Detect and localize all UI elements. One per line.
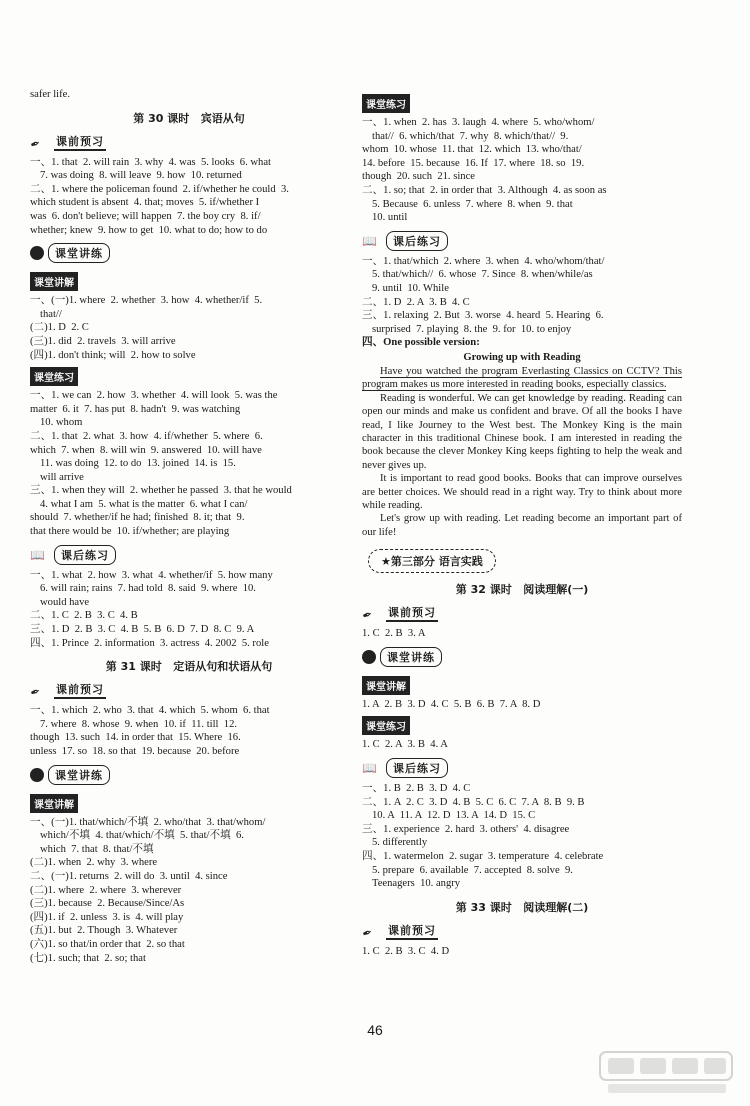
answer-line: 7. was doing 8. will leave 9. how 10. returned <box>40 170 242 182</box>
lesson-31-class-banner: 课堂讲练 <box>30 765 348 785</box>
lesson-30-title: 第 30 课时 宾语从句 <box>133 111 245 125</box>
answer-line: unless 17. so 18. so that 19. because 20. before <box>30 746 240 757</box>
answer-line: 二、1. where the policeman found 2. if/whether he could 3. <box>30 183 289 195</box>
lightbulb-icon <box>30 768 44 782</box>
answer-line: whether; knew 9. how to get 10. what to do; how to do <box>30 224 268 236</box>
answer-line: 6. will rain; rains 7. had told 8. said 9. where 10. <box>40 583 256 595</box>
essay-body <box>362 365 682 539</box>
left-column <box>30 88 348 965</box>
answer-line: 四、1. watermelon 2. sugar 3. temperature 4. celebrate <box>362 850 604 862</box>
open-book-icon: 📖 <box>30 547 45 562</box>
lesson-32-preview-banner: ✒ 课前预习 <box>362 603 682 623</box>
answer-line: 二、1. C 2. B 3. C 4. B <box>30 610 138 622</box>
lesson-30-explain-label: 课堂讲解 <box>30 272 78 291</box>
answer-line: 一、1. we can 2. how 3. whether 4. will look 5. was the <box>30 390 278 402</box>
answer-line: 10. A 11. A 12. D 13. A 14. D 15. C <box>372 810 536 822</box>
answer-line: 5. Because 6. unless 7. where 8. when 9. that <box>372 198 573 210</box>
answer-line: matter 6. it 7. has put 8. hadn't 9. was watching <box>30 403 241 415</box>
answer-line: though 20. such 21. since <box>362 171 475 183</box>
answer-line: 1. C 2. B 3. C 4. D <box>362 945 450 957</box>
part-three-badge: ★第三部分 语言实践 <box>368 549 496 573</box>
lesson-32-practice-label: 课堂练习 <box>362 716 410 735</box>
answer-line: 11. was doing 12. to do 13. joined 14. is 15. <box>40 458 236 470</box>
essay-paragraph: Reading is wonderful. We can get knowledge by reading. Reading can open our minds and make us confident and brave. Of all the books I have read, I like Journey to the West best. The Monkey King is the main character in this traditional Chinese book. I am interested in reading the book because the clever Monkey King keeps fighting to help the weak and never gives up. <box>362 392 682 471</box>
answer-line: whom 10. whose 11. that 12. which 13. who/that/ <box>362 144 582 156</box>
answer-line: (二)1. where 2. where 3. wherever <box>30 884 182 896</box>
answer-line: 9. until 10. While <box>372 282 449 294</box>
continuation-line: safer life. <box>30 89 70 100</box>
answer-line: 1. A 2. B 3. D 4. C 5. B 6. B 7. A 8. D <box>362 698 541 710</box>
answer-line: 一、1. that 2. will rain 3. why 4. was 5. looks 6. what <box>30 156 271 168</box>
answer-line: 10. until <box>372 212 408 224</box>
answer-line: 一、1. what 2. how 3. what 4. whether/if 5. how many <box>30 569 273 581</box>
answer-line: which 7. when 8. will win 9. answered 10. will have <box>30 444 262 456</box>
answer-line: that// 6. which/that 7. why 8. which/that// 9. <box>372 130 569 142</box>
lesson-33-preview-banner: ✒ 课前预习 <box>362 921 682 941</box>
answer-line: 5. prepare 6. available 7. accepted 8. solve 9. <box>372 864 573 876</box>
answer-line: (五)1. but 2. Though 3. Whatever <box>30 925 178 937</box>
essay-paragraph: Let's grow up with reading. Let reading become an important part of our life! <box>362 513 682 538</box>
answer-line: which/不填 4. that/which/不填 5. that/不填 6. <box>40 830 244 842</box>
answer-line: 一、(一)1. that/which/不填 2. who/that 3. that/whom/ <box>30 816 266 828</box>
answer-line: 二、(一)1. returns 2. will do 3. until 4. since <box>30 870 228 882</box>
lesson-30-preview-banner: ✒ 课前预习 <box>30 132 348 152</box>
answer-line: 5. that/which// 6. whose 7. Since 8. when/while/as <box>372 269 593 281</box>
answer-line: 一、1. when 2. has 3. laugh 4. where 5. who/whom/ <box>362 117 595 128</box>
answer-line: 5. differently <box>372 837 428 849</box>
lesson-31-explain-label: 课堂讲解 <box>30 794 78 813</box>
watermark-logo <box>598 1050 734 1096</box>
answer-line: 一、(一)1. where 2. whether 3. how 4. whether/if 5. <box>30 295 263 307</box>
pen-icon: ✒ <box>28 683 43 701</box>
lesson-32-explain-label: 课堂讲解 <box>362 676 410 695</box>
page-number: 46 <box>367 1022 383 1038</box>
answer-line: 四、One possible version: <box>362 337 480 349</box>
answer-line: 1. C 2. A 3. B 4. A <box>362 739 448 751</box>
answer-line: though 13. such 14. in order that 15. Where 16. <box>30 732 241 744</box>
lesson-32-after-banner: 📖 课后练习 <box>362 758 682 778</box>
answer-line: 一、1. B 2. B 3. D 4. C <box>362 782 471 794</box>
lesson-30-class-banner: 课堂讲练 <box>30 243 348 263</box>
lightbulb-icon <box>362 650 376 664</box>
lesson-30-practice-label: 课堂练习 <box>30 367 78 386</box>
answer-line: 三、1. D 2. B 3. C 4. B 5. B 6. D 7. D 8. C 9. A <box>30 624 255 636</box>
lesson-33-title: 第 33 课时 阅读理解(二) <box>455 900 589 914</box>
answer-line: (四)1. don't think; will 2. how to solve <box>30 349 196 361</box>
answer-line: 一、1. that/which 2. where 3. when 4. who/whom/that/ <box>362 255 605 267</box>
answer-line: 一、1. which 2. who 3. that 4. which 5. whom 6. that <box>30 705 270 717</box>
pen-icon: ✒ <box>28 135 43 152</box>
lesson-30-practice-answers <box>30 389 348 539</box>
lesson-30-after-answers <box>30 569 348 651</box>
answer-line: was 6. don't believe; will happen 7. the boy cry 8. if/ <box>30 210 261 222</box>
lesson-31-preview-answers <box>30 704 348 758</box>
answer-line: 10. whom <box>40 417 83 429</box>
answer-line: Teenagers 10. angry <box>372 878 461 890</box>
pen-icon: ✒ <box>360 924 375 942</box>
essay-paragraph: Have you watched the program Everlasting Classics on CCTV? This program makes us more interested in reading books, especially classics. <box>362 365 682 391</box>
lesson-32-title: 第 32 课时 阅读理解(一) <box>455 583 589 597</box>
answer-line: 二、1. D 2. A 3. B 4. C <box>362 296 470 308</box>
answer-line: 三、1. relaxing 2. But 3. worse 4. heard 5. Hearing 6. <box>362 310 604 322</box>
answer-line: (六)1. so that/in order that 2. so that <box>30 938 185 950</box>
lightbulb-icon <box>30 246 44 260</box>
answer-line: 二、1. A 2. C 3. D 4. B 5. C 6. C 7. A 8. B 9. B <box>362 796 585 808</box>
lesson-31-practice-label: 课堂练习 <box>362 94 410 113</box>
answer-line: (二)1. D 2. C <box>30 322 89 334</box>
lesson-31-explain-answers <box>30 816 348 966</box>
lesson-32-after-answers <box>362 782 682 891</box>
answer-line: 7. where 8. whose 9. when 10. if 11. till 12. <box>40 718 238 730</box>
answer-line: which 7. that 8. that/不填 <box>40 843 154 855</box>
right-column <box>362 94 682 958</box>
answer-line: will arrive <box>40 471 84 483</box>
answer-line: (三)1. because 2. Because/Since/As <box>30 898 185 910</box>
answer-line: 二、1. so; that 2. in order that 3. Although 4. as soon as <box>362 184 607 196</box>
essay-title: Growing up with Reading <box>463 351 581 363</box>
open-book-icon: 📖 <box>362 760 377 775</box>
answer-line: should 7. whether/if he had; finished 8. it; that 9. <box>30 512 245 524</box>
answer-line: (四)1. if 2. unless 3. is 4. will play <box>30 911 184 923</box>
pen-icon: ✒ <box>360 606 375 624</box>
answer-line: 三、1. experience 2. hard 3. others' 4. disagree <box>362 823 570 835</box>
answer-line: that there would be 10. if/whether; are playing <box>30 526 230 538</box>
answer-line: which student is absent 4. that; moves 5. if/whether I <box>30 197 260 209</box>
lesson-30-after-banner: 📖 课后练习 <box>30 545 348 565</box>
answer-line: (七)1. such; that 2. so; that <box>30 952 146 964</box>
answer-line: 二、1. that 2. what 3. how 4. if/whether 5. where 6. <box>30 430 263 442</box>
answer-line: 三、1. when they will 2. whether he passed 3. that he would <box>30 485 292 497</box>
answer-line: 14. before 15. because 16. If 17. where 18. so 19. <box>362 157 585 169</box>
answer-line: 4. what I am 5. what is the matter 6. what I can/ <box>40 498 248 510</box>
answer-line: surprised 7. playing 8. the 9. for 10. to enjoy <box>372 323 572 335</box>
answer-line: (三)1. did 2. travels 3. will arrive <box>30 335 176 347</box>
answer-line: would have <box>40 596 90 608</box>
lesson-32-class-banner: 课堂讲练 <box>362 647 682 667</box>
essay-paragraph: It is important to read good books. Books that can improve ourselves are better choices. We should read in a right way. Try to think about more while reading. <box>362 473 682 511</box>
lesson-31-after-banner: 📖 课后练习 <box>362 231 682 251</box>
lesson-31-after-answers <box>362 255 682 350</box>
answer-line: that// <box>40 308 62 320</box>
answer-line: 1. C 2. B 3. A <box>362 628 426 640</box>
answer-line: 四、1. Prince 2. information 3. actress 4. 2002 5. role <box>30 637 269 649</box>
lesson-31-title: 第 31 课时 定语从句和状语从句 <box>105 660 273 674</box>
lesson-31-practice-answers <box>362 116 682 225</box>
open-book-icon: 📖 <box>362 233 377 248</box>
lesson-30-explain-answers <box>30 294 348 362</box>
lesson-30-preview-answers <box>30 156 348 238</box>
lesson-31-preview-banner: ✒ 课前预习 <box>30 680 348 700</box>
answer-line: (二)1. when 2. why 3. where <box>30 857 158 869</box>
